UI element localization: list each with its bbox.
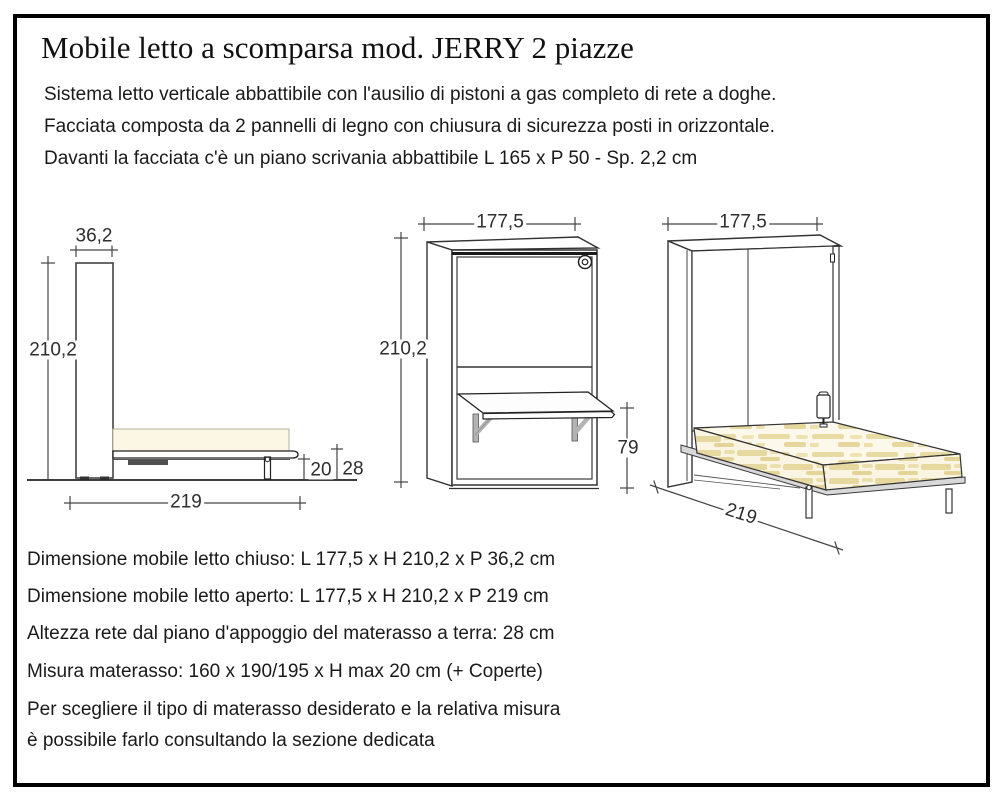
spec-line-closed-size: Dimensione mobile letto chiuso: L 177,5 x H 210,2 x P 36,2 cm (27, 549, 556, 570)
open-view-drawing (650, 217, 965, 555)
open-view-width-label: 177,5 (719, 211, 767, 233)
open-view-depth-label: 219 (722, 499, 760, 529)
side-view-depth-label: 219 (170, 491, 202, 513)
side-view-mattress-height-label: 20 (310, 459, 332, 481)
side-view-base-height-label: 28 (342, 458, 364, 480)
description-line: Davanti la facciata c'è un piano scrivania abbattibile L 165 x P 50 - Sp. 2,2 cm (44, 148, 698, 169)
spec-line-mattress-size: Misura materasso: 160 x 190/195 x H max 20 cm (+ Coperte) (27, 661, 543, 682)
description-line: Sistema letto verticale abbattibile con l'ausilio di pistoni a gas completo di rete a doghe. (44, 84, 777, 105)
front-view-desk-height-label: 79 (617, 437, 639, 459)
front-view-width-label: 177,5 (476, 211, 524, 233)
front-view-drawing (394, 217, 634, 494)
spec-line-mattress-note: Per scegliere il tipo di materasso desiderato e la relativa misura (27, 699, 561, 720)
page-title: Mobile letto a scomparsa mod. JERRY 2 piazze (41, 30, 634, 65)
spec-line-open-size: Dimensione mobile letto aperto: L 177,5 x H 210,2 x P 219 cm (27, 586, 549, 607)
side-view-height-label: 210,2 (29, 339, 77, 361)
side-view-width-label: 36,2 (75, 225, 113, 247)
spec-line-mattress-note-2: è possibile farlo consultando la sezione dedicata (27, 730, 435, 751)
description-line: Facciata composta da 2 pannelli di legno con chiusura di sicurezza posti in orizzontale. (44, 116, 775, 137)
front-view-height-label: 210,2 (379, 338, 427, 360)
spec-line-slat-height: Altezza rete dal piano d'appoggio del materasso a terra: 28 cm (27, 623, 555, 644)
